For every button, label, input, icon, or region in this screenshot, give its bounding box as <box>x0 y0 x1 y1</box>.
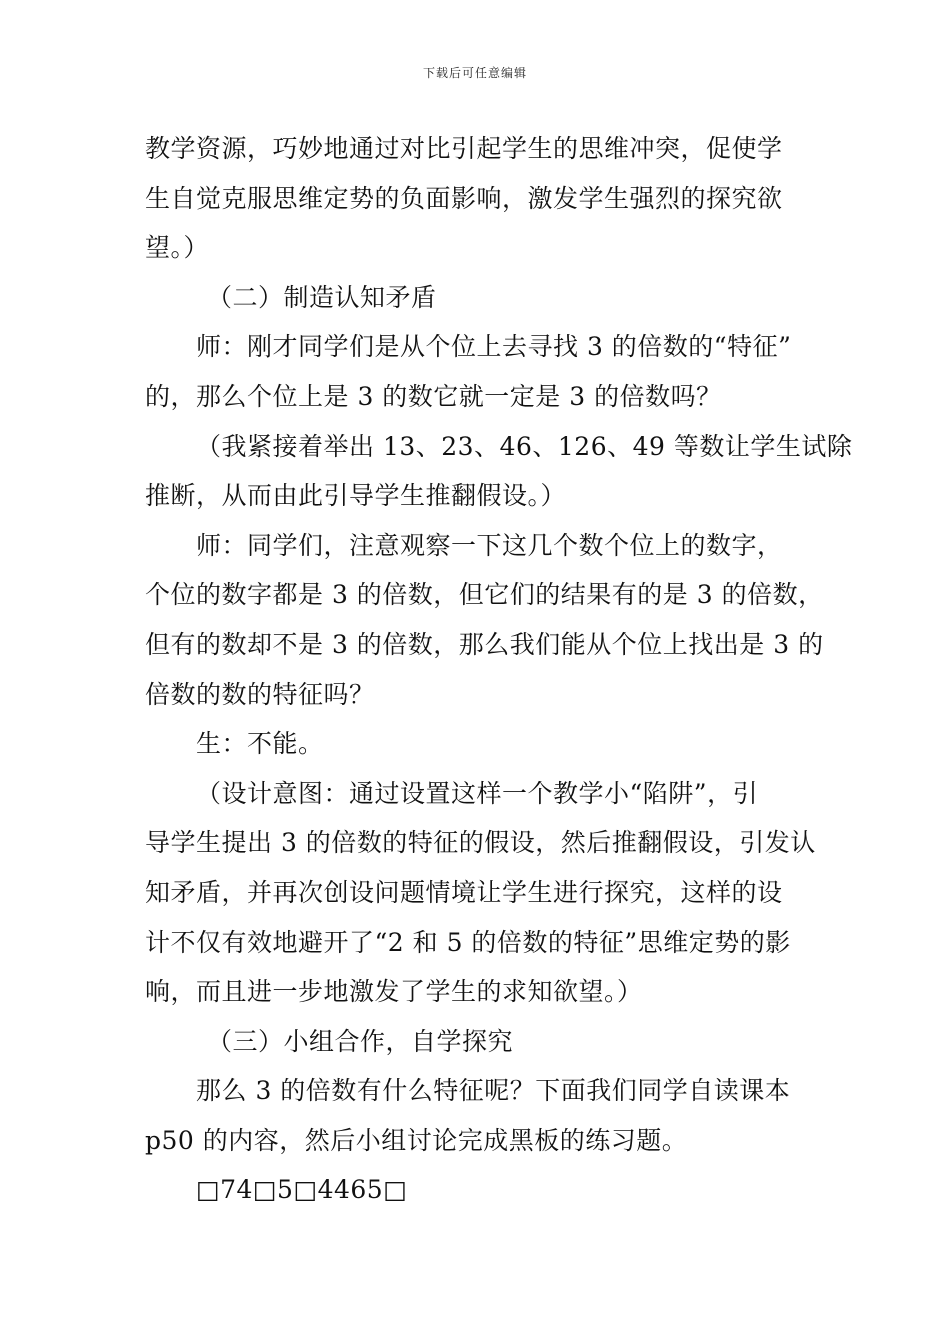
page-header-note: 下载后可任意编辑 <box>422 66 527 80</box>
section-heading: （二）制造认知矛盾 <box>207 282 437 312</box>
text-line: 师：刚才同学们是从个位上去寻找 3 的倍数的“特征” <box>196 332 792 362</box>
section-heading: （三）小组合作，自学探究 <box>207 1026 514 1056</box>
text-line: 生自觉克服思维定势的负面影响，激发学生强烈的探究欲 <box>145 183 783 213</box>
document-body <box>145 124 853 1215</box>
text-line: （我紧接着举出 13、23、46、126、49 等数让学生试除 <box>196 431 853 461</box>
text-line: 生：不能。 <box>196 729 324 759</box>
text-line: 但有的数却不是 3 的倍数，那么我们能从个位上找出是 3 的 <box>145 629 824 659</box>
exercise-line: □74□5□4465□ <box>196 1175 408 1205</box>
text-line: 知矛盾，并再次创设问题情境让学生进行探究，这样的设 <box>145 877 783 907</box>
text-line: 那么 3 的倍数有什么特征呢？下面我们同学自读课本 <box>196 1076 791 1106</box>
text-line: 计不仅有效地避开了“2 和 5 的倍数的特征”思维定势的影 <box>145 927 791 957</box>
text-line: 的，那么个位上是 3 的数它就一定是 3 的倍数吗？ <box>145 381 722 411</box>
text-line: 倍数的数的特征吗？ <box>145 679 375 709</box>
text-line: 响，而且进一步地激发了学生的求知欲望。） <box>145 977 643 1007</box>
text-line: 师：同学们，注意观察一下这几个数个位上的数字， <box>196 530 783 560</box>
text-line: p50 的内容，然后小组讨论完成黑板的练习题。 <box>145 1125 688 1155</box>
text-line: 望。） <box>145 233 210 263</box>
text-line: （设计意图：通过设置这样一个教学小“陷阱”，引 <box>196 778 759 808</box>
text-line: 个位的数字都是 3 的倍数，但它们的结果有的是 3 的倍数， <box>145 580 824 610</box>
text-line: 教学资源，巧妙地通过对比引起学生的思维冲突，促使学 <box>145 134 783 163</box>
text-line: 导学生提出 3 的倍数的特征的假设，然后推翻假设，引发认 <box>145 828 816 858</box>
text-line: 推断，从而由此引导学生推翻假设。） <box>145 481 567 511</box>
